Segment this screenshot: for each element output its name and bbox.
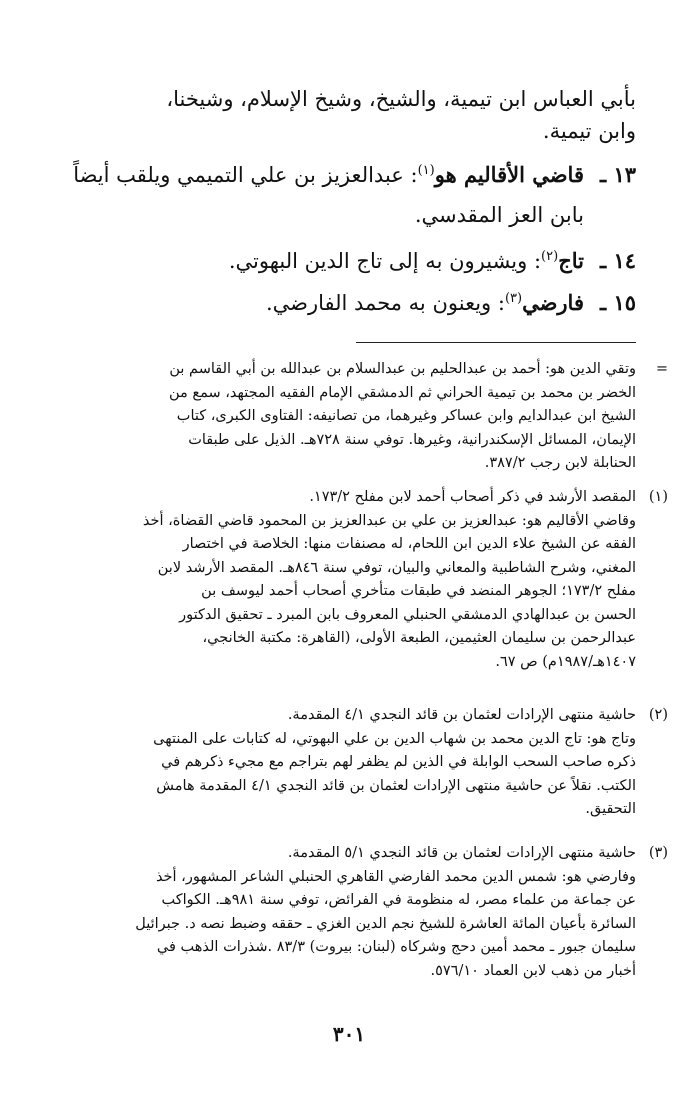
footnote-line: الحسن بن عبدالهادي الدمشقي الحنبلي المعروف بابن المبرد ـ تحقيق الدكتور: [179, 606, 636, 623]
entry-text: : عبدالعزيز بن علي التميمي ويلقب أيضاً: [73, 163, 418, 187]
footnote-line: السائرة بأعيان المائة العاشرة للشيخ نجم الدين الغزي ـ حققه وضبط نصه د. جبرائيل: [135, 915, 636, 932]
entry-number: ١٤ ـ: [599, 248, 636, 273]
footnote-marker: (٢): [648, 707, 668, 723]
footnote-line: المقصد الأرشد في ذكر أصحاب أحمد لابن مفلح ١٧٣/٢.: [309, 489, 636, 505]
footnote-line: حاشية منتهى الإرادات لعثمان بن قائد النجدي ٥/١ المقدمة.: [287, 845, 636, 861]
footnote-marker: (١): [648, 489, 668, 505]
entry-15: [40, 288, 636, 318]
page-number: ٣٠١: [332, 1022, 366, 1046]
footnote-line: التحقيق.: [585, 801, 636, 817]
footnote-3: [40, 842, 668, 983]
entry-text: : ويشيرون به إلى تاج الدين البهوتي.: [228, 249, 542, 273]
footnote-line: الإيمان، المسائل الإسكندرانية، وغيرها. توفي سنة ٧٢٨هـ. الذيل على طبقات: [188, 431, 636, 448]
entry-term: تاج: [558, 248, 584, 273]
entry-number: ١٣ ـ: [599, 162, 636, 187]
entry-13: [40, 160, 636, 230]
footnote-line: سليمان جبور ـ محمد أمين دحج وشركاه (لبنان: بيروت) ٨٣/٣ .شذرات الذهب في: [156, 939, 636, 955]
body-line-1: بأبي العباس ابن تيمية، والشيخ، وشيخ الإسلام، وشيخنا،: [166, 87, 636, 111]
entry-term: قاضي الأقاليم هو: [434, 162, 584, 187]
footnote-line: الشيخ ابن عبدالدايم وابن عساكر وغيرهما، من تصانيفه: الفتاوى الكبرى، كتاب: [176, 408, 636, 424]
footnote-divider: [356, 342, 636, 343]
footnote-line: حاشية منتهى الإرادات لعثمان بن قائد النجدي ٤/١ المقدمة.: [287, 707, 636, 723]
footnote-line: ١٤٠٧هـ/١٩٨٧م) ص ٦٧.: [495, 653, 636, 670]
entry-text: : ويعنون به محمد الفارضي.: [265, 291, 505, 315]
footnote-line: عبدالرحمن بن سليمان العثيمين، الطبعة الأولى، (القاهرة: مكتبة الخانجي،: [202, 630, 636, 646]
footnote-line: الخضر بن محمد بن تيمية الحراني ثم الدمشقي الإمام الفقيه المجتهد، سمع من: [168, 384, 636, 401]
footnote-ref: (١): [417, 163, 435, 178]
footnote-marker: =: [655, 361, 668, 377]
footnote-line: المغني، وشرح الشاطبية والمعاني والبيان، توفي سنة ٨٤٦هـ. المقصد الأرشد لابن: [157, 559, 636, 576]
entry-number: ١٥ ـ: [599, 290, 636, 315]
footnote-line: وقاضي الأقاليم هو: عبدالعزيز بن علي بن عبدالعزيز بن المحمود قاضي القضاة، أخذ: [142, 512, 636, 529]
body-line-2: وابن تيمية.: [542, 119, 636, 143]
footnote-line: أخبار من ذهب لابن العماد ٥٧٦/١٠.: [430, 962, 636, 979]
footnote-line: الفقه عن الشيخ علاء الدين ابن اللحام، له مصنفات منها: الخلاصة في اختصار: [182, 536, 636, 552]
footnote-line: ذكره صاحب السحب الوابلة في الذين لم يظفر لهم بتراجم مع مجيء ذكرهم في: [161, 754, 636, 770]
footnote-line: الحنابلة لابن رجب ٣٨٧/٢.: [484, 455, 636, 471]
footnote-ref: (٢): [541, 249, 559, 264]
footnote-line: وفارضي هو: شمس الدين محمد الفارضي القاهري الحنبلي الشاعر المشهور، أخذ: [155, 868, 636, 885]
footnote-2: [40, 704, 668, 822]
entry-term: فارضي: [522, 290, 584, 315]
entry-continuation: بابن العز المقدسي.: [414, 203, 584, 227]
footnote-continuation: [40, 358, 668, 476]
footnote-1: [40, 486, 668, 674]
footnote-line: مفلح ١٧٣/٢؛ الجوهر المنضد في طبقات متأخري أصحاب أحمد ليوسف بن: [201, 583, 636, 599]
footnote-ref: (٣): [504, 291, 523, 306]
footnote-line: عن جماعة من علماء مصر، له منظومة في الفرائض، توفي سنة ٩٨١هـ. الكواكب: [161, 892, 636, 908]
footnote-line: الكتب. نقلاً عن حاشية منتهى الإرادات لعثمان بن قائد النجدي ٤/١ المقدمة هامش: [156, 777, 636, 794]
entry-14: [40, 246, 636, 276]
footnote-line: وتاج هو: تاج الدين محمد بن شهاب الدين بن علي البهوتي، له كتابات على المنتهى: [153, 730, 636, 747]
footnote-line: وتقي الدين هو: أحمد بن عبدالحليم بن عبدالسلام بن عبدالله بن أبي القاسم بن: [169, 361, 636, 377]
footnote-marker: (٣): [648, 845, 668, 861]
